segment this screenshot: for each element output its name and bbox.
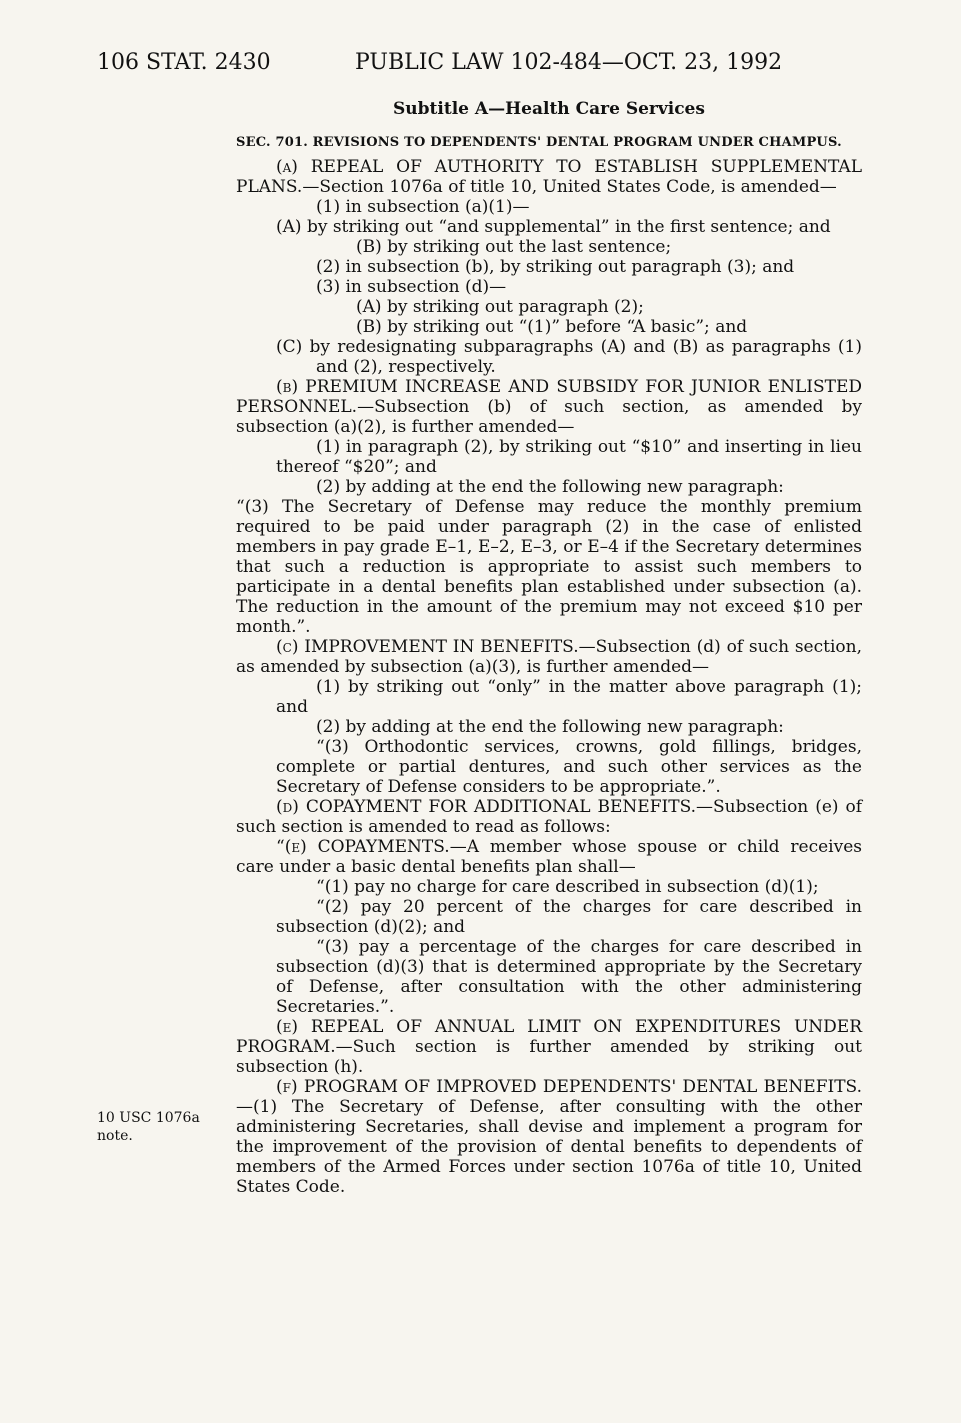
- subsection-d: [236, 797, 862, 837]
- body-text: [236, 99, 862, 1197]
- subsection-f-heading: (f) PROGRAM OF IMPROVED DEPENDENTS' DENTAL BENEFITS.: [276, 1077, 862, 1097]
- clause-a-3-C: (C) by redesignating subparagraphs (A) and (B) as paragraphs (1) and (2), respectively.: [276, 337, 862, 377]
- subsection-d-heading: (d) COPAYMENT FOR ADDITIONAL BENEFITS.: [276, 797, 697, 817]
- subsection-b-text: —Subsection (b) of such section, as amended by subsection (a)(2), is further amended—: [236, 397, 862, 437]
- quoted-subsection-e: [236, 837, 862, 877]
- stat-page-number: 106 STAT. 2430: [97, 50, 271, 75]
- subsection-d-text: —Subsection (e) of such section is amended to read as follows:: [236, 797, 862, 837]
- subsection-e: [236, 1017, 862, 1077]
- quoted-paragraph-c-3: “(3) Orthodontic services, crowns, gold fillings, bridges, complete or partial dentures, and such other services as the Secretary of Defense considers to be appropriate.”.: [276, 737, 862, 797]
- subsection-a-text: —Section 1076a of title 10, United States Code, is amended—: [302, 177, 837, 197]
- margin-note: [97, 1109, 227, 1145]
- margin-note-line2: note.: [97, 1128, 133, 1144]
- quoted-subsection-e-heading: “(e) COPAYMENTS.: [276, 837, 450, 857]
- subsection-c-text: —Subsection (d) of such section, as amended by subsection (a)(3), is further amended—: [236, 637, 862, 677]
- subsection-c-heading: (c) IMPROVEMENT IN BENEFITS.: [276, 637, 579, 657]
- paragraph-a-3: (3) in subsection (d)—: [316, 277, 507, 297]
- paragraph-a-2: (2) in subsection (b), by striking out paragraph (3); and: [316, 257, 795, 277]
- clause-a-3-A: (A) by striking out paragraph (2);: [356, 297, 644, 317]
- clause-a-1-A: (A) by striking out “and supplemental” in the first sentence; and: [276, 217, 831, 237]
- quoted-paragraph-b-3: “(3) The Secretary of Defense may reduce the monthly premium required to be paid under paragraph (2) in the case of enlisted members in pay grade E–1, E–2, E–3, or E–4 if the Secretary determines that such a reduction is appropriate to assist such members to participate in a dental benefits plan established under subsection (a). The reduction in the amount of the premium may not exceed $10 per month.”.: [236, 497, 862, 637]
- paragraph-b-1: (1) in paragraph (2), by striking out “$10” and inserting in lieu thereof “$20”; and: [276, 437, 862, 477]
- quoted-subsection-e-text: —A member whose spouse or child receives care under a basic dental benefits plan shall—: [236, 837, 862, 877]
- paragraph-c-2: (2) by adding at the end the following new paragraph:: [316, 717, 784, 737]
- quoted-paragraph-e-1: “(1) pay no charge for care described in subsection (d)(1);: [316, 877, 819, 897]
- paragraph-b-2: (2) by adding at the end the following new paragraph:: [316, 477, 784, 497]
- subsection-e-text: —Such section is further amended by striking out subsection (h).: [236, 1037, 862, 1077]
- public-law-citation: PUBLIC LAW 102-484—OCT. 23, 1992: [355, 50, 783, 75]
- section-heading: SEC. 701. REVISIONS TO DEPENDENTS' DENTAL PROGRAM UNDER CHAMPUS.: [236, 135, 842, 150]
- subsection-b: [236, 377, 862, 437]
- paragraph-c-1: (1) by striking out “only” in the matter above paragraph (1); and: [276, 677, 862, 717]
- subsection-b-heading: (b) PREMIUM INCREASE AND SUBSIDY FOR JUNIOR ENLISTED PERSONNEL.: [236, 377, 862, 417]
- quoted-paragraph-e-3: “(3) pay a percentage of the charges for care described in subsection (d)(3) that is determined appropriate by the Secretary of Defense, after consultation with the other administering Secretaries.”.: [276, 937, 862, 1017]
- margin-note-line1: 10 USC 1076a: [97, 1110, 200, 1126]
- subtitle-heading: Subtitle A—Health Care Services: [393, 99, 705, 119]
- subsection-e-heading: (e) REPEAL OF ANNUAL LIMIT ON EXPENDITURES UNDER PROGRAM.: [236, 1017, 862, 1057]
- subsection-a: [236, 157, 862, 197]
- paragraph-a-1: (1) in subsection (a)(1)—: [316, 197, 530, 217]
- clause-a-3-B: (B) by striking out “(1)” before “A basic”; and: [356, 317, 748, 337]
- clause-a-1-B: (B) by striking out the last sentence;: [356, 237, 672, 257]
- page-header: [97, 50, 857, 84]
- subsection-c: [236, 637, 862, 677]
- subsection-a-heading: (a) REPEAL OF AUTHORITY TO ESTABLISH SUPPLEMENTAL PLANS.: [236, 157, 862, 197]
- subsection-f-text: —(1) The Secretary of Defense, after consulting with the other administering Secretaries, shall devise and implement a program for the improvement of the provision of dental benefits to dependents of members of the Armed Forces under section 1076a of title 10, United States Code.: [236, 1097, 862, 1197]
- quoted-paragraph-e-2: “(2) pay 20 percent of the charges for care described in subsection (d)(2); and: [276, 897, 862, 937]
- subsection-f: [236, 1077, 862, 1197]
